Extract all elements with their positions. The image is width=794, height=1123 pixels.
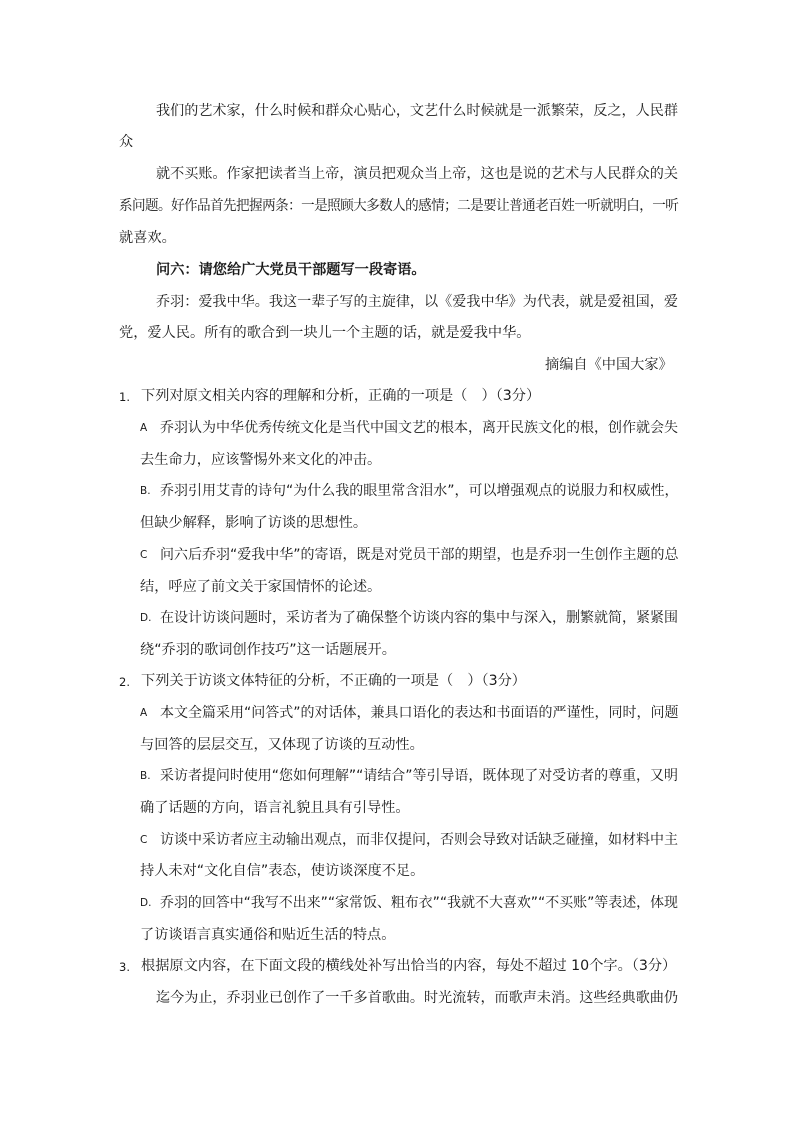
option-text: 持人未对“文化自信”表态，使访谈深度不足。 [140,863,425,879]
option-letter: A [140,707,148,719]
option-text: 乔羽引用艾青的诗句“为什么我的眼里常含泪水”，可以增强观点的说服力和权威性， [160,483,679,499]
option-text: 去生命力，应该警惕外来文化的冲击。 [140,452,382,468]
question-number: 3. [119,960,130,974]
passage-line: 众 [119,134,134,150]
option-text: 在设计访谈问题时，采访者为了确保整个访谈内容的集中与深入，删繁就简，紧紧围 [160,610,678,626]
passage-line: 我们的艺术家，什么时候和群众心贴心，文艺什么时候就是一派繁荣，反之，人民群 [156,103,678,119]
question-number: 2. [119,675,130,689]
question-stem: 根据原文内容，在下面文段的横线处补写出恰当的内容，每处不超过 10个字。（3分） [141,958,677,974]
option-text: 与回答的层层交互，又体现了访谈的互动性。 [140,737,424,753]
passage-line: 系问题。好作品首先把握两条：一是照顾大多数人的感情；二是要让普通老百姓一听就明白，一听 [119,198,679,214]
option-letter: A [140,422,148,434]
option-text: 乔羽的回答中“我写不出来”“家常饭、粗布衣”“我就不大喜欢”“不买账”等表述，体现 [160,895,678,911]
option-text: 乔羽认为中华优秀传统文化是当代中国文艺的根本，离开民族文化的根，创作就会失 [160,420,678,436]
option-letter: C [140,549,148,561]
question-six-heading: 问六：请您给广大党员干部题写一段寄语。 [156,262,426,278]
passage-line: 就不买账。作家把读者当上帝，演员把观众当上帝，这也是说的艺术与人民群众的关 [156,166,678,182]
source-attribution: 摘编自《中国大家》 [545,357,673,373]
option-text: 采访者提问时使用“您如何理解”“请结合”等引导语，既体现了对受访者的尊重，又明 [160,768,678,784]
option-text: 问六后乔羽“爱我中华”的寄语，既是对党员干部的期望，也是乔羽一生创作主题的总 [160,547,679,563]
passage-line: 乔羽：爱我中华。我这一辈子写的主旋律，以《爱我中华》为代表，就是爱祖国，爱 [156,294,678,310]
passage-line: 就喜欢。 [119,230,176,246]
option-letter: B. [140,485,151,497]
option-text: 但缺少解释，影响了访谈的思想性。 [140,515,368,531]
passage-line: 迄今为止，乔羽业已创作了一千多首歌曲。时光流转，而歌声未消。这些经典歌曲仍 [156,990,678,1006]
option-letter: D. [140,897,152,909]
option-letter: C [140,834,148,846]
option-letter: D. [140,612,152,624]
option-text: 确了话题的方向，语言礼貌且具有引导性。 [140,800,410,816]
question-stem: 下列对原文相关内容的理解和分析，正确的一项是（ ）（3分） [141,388,541,404]
option-text: 了访谈语言真实通俗和贴近生活的特点。 [140,927,396,943]
question-stem: 下列关于访谈文体特征的分析，不正确的一项是（ ）（3分） [141,673,526,689]
option-text: 结，呼应了前文关于家国情怀的论述。 [140,579,382,595]
option-text: 访谈中采访者应主动输出观点，而非仅提问，否则会导致对话缺乏碰撞，如材料中主 [160,832,678,848]
option-letter: B. [140,770,151,782]
option-text: 绕“乔羽的歌词创作技巧”这一话题展开。 [140,642,396,658]
option-text: 本文全篇采用“问答式”的对话体，兼具口语化的表达和书面语的严谨性，同时，问题 [160,705,679,721]
question-number: 1. [119,390,130,404]
passage-line: 党，爱人民。所有的歌合到一块儿一个主题的话，就是爱我中华。 [119,325,531,341]
